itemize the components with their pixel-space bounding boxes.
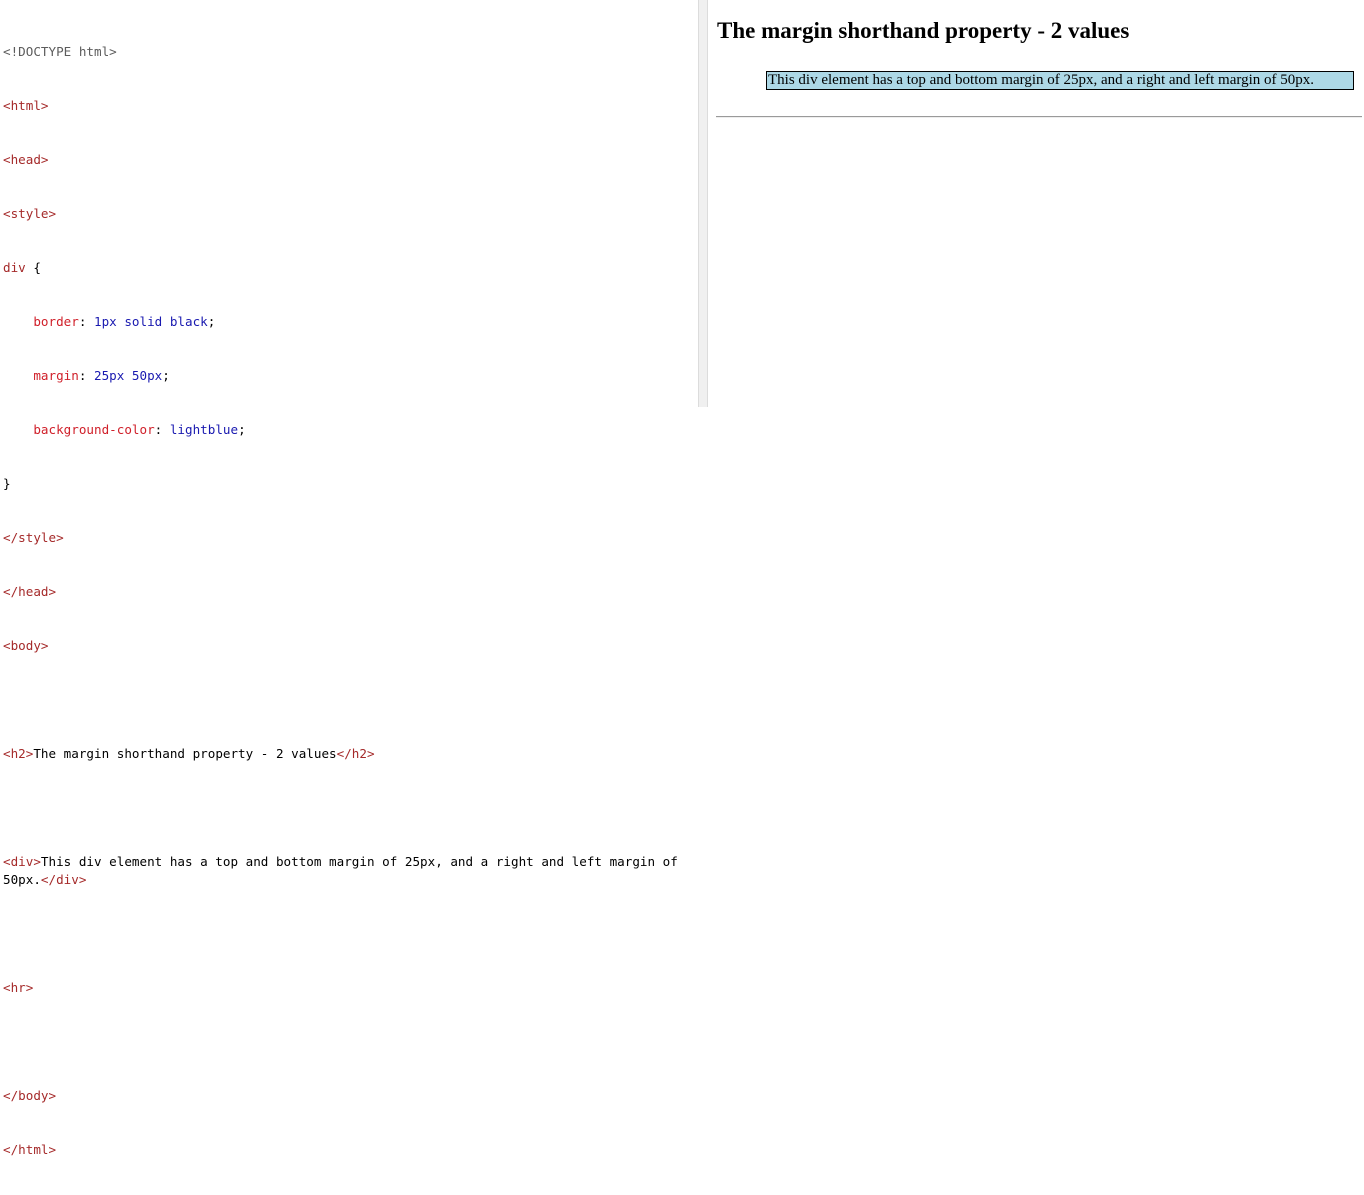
result-div-box: This div element has a top and bottom margin of 25px, and a right and left margin of 50px.	[766, 71, 1354, 90]
code-line-css-background: background-color: lightblue;	[33, 422, 246, 437]
css-brace-open: {	[25, 260, 41, 275]
code-line-css-margin: margin: 25px 50px;	[33, 368, 170, 383]
code-line-blank	[3, 1033, 695, 1051]
css-value-background-color: lightblue	[169, 422, 239, 437]
code-line-h2	[3, 745, 695, 763]
result-heading: The margin shorthand property - 2 values	[717, 18, 1130, 43]
code-line-css-border: border: 1px solid black;	[33, 314, 216, 329]
css-property-background-color: background-color	[33, 422, 155, 437]
css-property-border: border	[33, 314, 79, 329]
pane-splitter[interactable]	[698, 0, 708, 407]
h2-close-tag: </h2>	[336, 746, 375, 761]
code-line-css-brace-close: }	[3, 476, 11, 491]
result-horizontal-rule	[716, 116, 1362, 118]
div-close-tag: </div>	[40, 872, 87, 887]
code-line-doctype: <!DOCTYPE html>	[3, 44, 117, 59]
result-pane	[708, 0, 1364, 407]
code-line-html-open: <html>	[3, 98, 49, 113]
code-line-blank	[3, 925, 695, 943]
css-selector: div	[3, 260, 26, 275]
code-line-blank	[3, 691, 695, 709]
code-line-head-open: <head>	[3, 152, 49, 167]
code-line-css-selector	[3, 259, 695, 277]
code-line-html-close: </html>	[3, 1142, 57, 1157]
h2-open-tag: <h2>	[3, 746, 34, 761]
code-line-blank	[3, 799, 695, 817]
code-editor-pane[interactable]	[0, 0, 698, 1157]
css-value-border: 1px solid black	[94, 314, 208, 329]
div-open-tag: <div>	[3, 854, 41, 869]
code-line-div	[3, 853, 695, 889]
code-line-hr: <hr>	[3, 980, 34, 995]
code-line-style-open: <style>	[3, 206, 57, 221]
div-text: This div element has a top and bottom margin of 25px, and a right and left margin of 50px.	[3, 854, 686, 887]
code-line-style-close: </style>	[3, 530, 64, 545]
code-line-body-close: </body>	[3, 1088, 57, 1103]
code-editor[interactable]	[3, 7, 695, 1195]
h2-text: The margin shorthand property - 2 values	[33, 746, 337, 761]
code-line-body-open: <body>	[3, 638, 49, 653]
code-line-head-close: </head>	[3, 584, 57, 599]
css-value-margin: 25px 50px	[94, 368, 163, 383]
css-property-margin: margin	[33, 368, 79, 383]
